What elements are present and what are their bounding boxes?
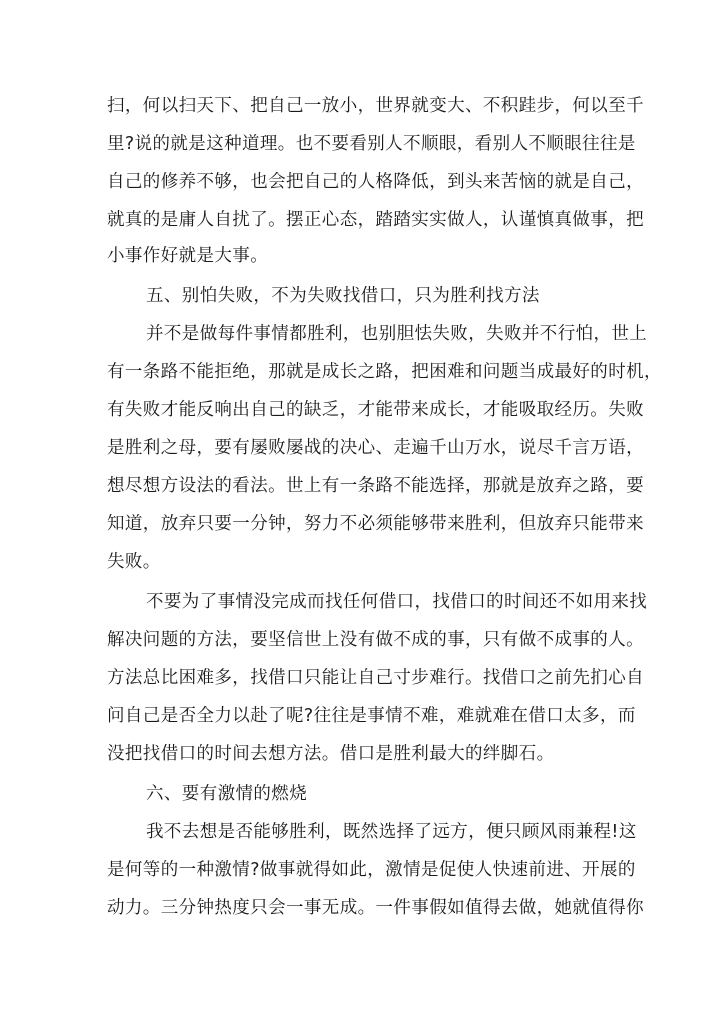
text-line-8: 有一条路不能拒绝，那就是成长之路，把困难和问题当成最好的时机，: [107, 362, 662, 382]
text-line-9: 有失败才能反响出自己的缺乏，才能带来成长，才能吸取经历。失败: [107, 400, 644, 420]
text-line-22: 动力。三分钟热度只会一事无成。一件事假如值得去做，她就值得你: [107, 898, 644, 918]
text-line-5: 小事作好就是大事。: [107, 246, 269, 266]
text-line-17: 问自己是否全力以赴了呢?往往是事情不难，难就难在借口太多，而: [107, 706, 636, 726]
text-line-14: 不要为了事情没完成而找任何借口，找借口的时间还不如用来找: [146, 592, 648, 612]
text-line-18: 没把找借口的时间去想方法。借口是胜利最大的绊脚石。: [107, 744, 555, 764]
text-line-16: 方法总比困难多，找借口只能让自己寸步难行。找借口之前先扪心自: [107, 668, 644, 688]
section-heading-5: 五、别怕失败，不为失败找借口，只为胜利找方法: [146, 286, 540, 306]
text-line-3: 自己的修养不够，也会把自己的人格降低，到头来苦恼的就是自己，: [107, 172, 644, 192]
section-heading-6: 六、要有激情的燃烧: [146, 784, 308, 804]
text-line-12: 知道，放弃只要一分钟，努力不必须能够带来胜利，但放弃只能带来: [107, 514, 644, 534]
text-line-7: 并不是做每件事情都胜利，也别胆怯失败，失败并不行怕，世上: [146, 324, 648, 344]
text-line-13: 失败。: [107, 552, 161, 572]
text-line-15: 解决问题的方法，要坚信世上没有做不成的事，只有做不成事的人。: [107, 630, 644, 650]
text-line-11: 想尽想方设法的看法。世上有一条路不能选择，那就是放弃之路，要: [107, 476, 644, 496]
text-line-1: 扫，何以扫天下、把自己一放小，世界就变大、不积跬步，何以至千: [107, 96, 644, 116]
text-line-20: 我不去想是否能够胜利，既然选择了远方，便只顾风雨兼程!这: [146, 822, 637, 842]
text-line-4: 就真的是庸人自扰了。摆正心态，踏踏实实做人，认谨慎真做事，把: [107, 210, 644, 230]
text-line-10: 是胜利之母，要有屡败屡战的决心、走遍千山万水，说尽千言万语，: [107, 438, 644, 458]
text-line-2: 里?说的就是这种道理。也不要看别人不顺眼，看别人不顺眼往往是: [107, 134, 636, 154]
text-line-21: 是何等的一种激情?做事就得如此，激情是促使人快速前进、开展的: [107, 860, 636, 880]
